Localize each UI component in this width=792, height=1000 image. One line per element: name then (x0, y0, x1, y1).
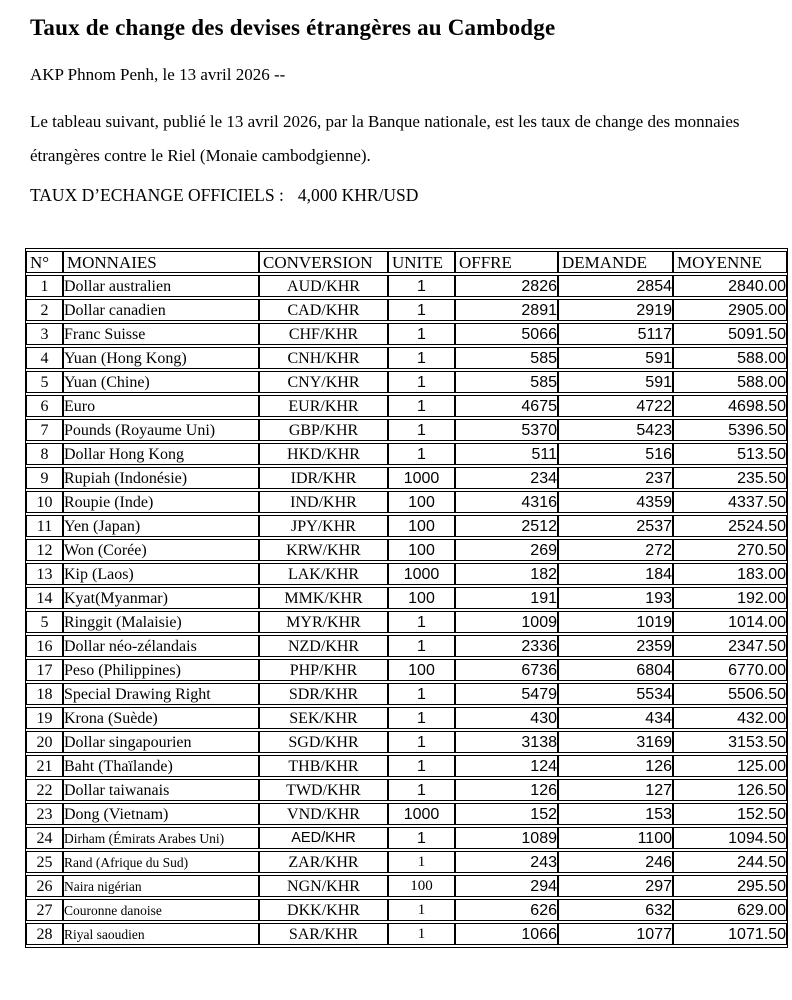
cell-moyenne: 5091.50 (673, 323, 787, 345)
cell-offre: 3138 (455, 731, 558, 753)
cell-demande: 3169 (558, 731, 673, 753)
cell-moyenne: 513.50 (673, 443, 787, 465)
cell-conversion: ZAR/KHR (259, 851, 388, 873)
cell-offre: 5370 (455, 419, 558, 441)
cell-monnaies: Yen (Japan) (63, 515, 259, 537)
cell-offre: 126 (455, 779, 558, 801)
cell-demande: 4722 (558, 395, 673, 417)
header-conversion: CONVERSION (259, 251, 388, 273)
cell-moyenne: 5396.50 (673, 419, 787, 441)
cell-monnaies: Special Drawing Right (63, 683, 259, 705)
cell-offre: 2336 (455, 635, 558, 657)
cell-unite: 1000 (388, 563, 455, 585)
table-row (26, 371, 787, 393)
cell-demande: 237 (558, 467, 673, 489)
cell-moyenne: 432.00 (673, 707, 787, 729)
cell-conversion: DKK/KHR (259, 899, 388, 921)
cell-demande: 193 (558, 587, 673, 609)
cell-conversion: EUR/KHR (259, 395, 388, 417)
cell-num: 24 (26, 827, 63, 849)
cell-num: 13 (26, 563, 63, 585)
cell-conversion: SEK/KHR (259, 707, 388, 729)
table-header-row (26, 251, 787, 273)
cell-moyenne: 2905.00 (673, 299, 787, 321)
cell-demande: 6804 (558, 659, 673, 681)
cell-offre: 4316 (455, 491, 558, 513)
cell-monnaies: Dirham (Émirats Arabes Uni) (63, 827, 259, 849)
cell-offre: 152 (455, 803, 558, 825)
cell-conversion: IDR/KHR (259, 467, 388, 489)
cell-unite: 1 (388, 683, 455, 705)
cell-offre: 626 (455, 899, 558, 921)
cell-demande: 126 (558, 755, 673, 777)
cell-monnaies: Dollar néo-zélandais (63, 635, 259, 657)
cell-conversion: CNH/KHR (259, 347, 388, 369)
table-row (26, 515, 787, 537)
table-row (26, 779, 787, 801)
cell-moyenne: 270.50 (673, 539, 787, 561)
cell-monnaies: Kyat(Myanmar) (63, 587, 259, 609)
cell-moyenne: 152.50 (673, 803, 787, 825)
cell-moyenne: 235.50 (673, 467, 787, 489)
table-row (26, 539, 787, 561)
cell-unite: 1 (388, 275, 455, 297)
cell-monnaies: Dollar Hong Kong (63, 443, 259, 465)
cell-monnaies: Dollar singapourien (63, 731, 259, 753)
cell-unite: 1 (388, 851, 455, 873)
cell-conversion: AED/KHR (259, 827, 388, 849)
table-row (26, 803, 787, 825)
cell-monnaies: Baht (Thaïlande) (63, 755, 259, 777)
cell-offre: 585 (455, 371, 558, 393)
table-row (26, 659, 787, 681)
cell-conversion: TWD/KHR (259, 779, 388, 801)
cell-conversion: SAR/KHR (259, 923, 388, 945)
cell-moyenne: 6770.00 (673, 659, 787, 681)
cell-moyenne: 4337.50 (673, 491, 787, 513)
table-row (26, 827, 787, 849)
header-offre: OFFRE (455, 251, 558, 273)
cell-unite: 1 (388, 371, 455, 393)
cell-offre: 234 (455, 467, 558, 489)
header-monnaies: MONNAIES (63, 251, 259, 273)
cell-offre: 2891 (455, 299, 558, 321)
cell-offre: 6736 (455, 659, 558, 681)
cell-moyenne: 588.00 (673, 371, 787, 393)
cell-conversion: IND/KHR (259, 491, 388, 513)
cell-demande: 5117 (558, 323, 673, 345)
cell-monnaies: Peso (Philippines) (63, 659, 259, 681)
cell-num: 16 (26, 635, 63, 657)
cell-unite: 100 (388, 491, 455, 513)
table-row (26, 347, 787, 369)
cell-monnaies: Naira nigérian (63, 875, 259, 897)
cell-conversion: VND/KHR (259, 803, 388, 825)
cell-unite: 1 (388, 419, 455, 441)
table-row (26, 611, 787, 633)
table-row (26, 467, 787, 489)
cell-demande: 4359 (558, 491, 673, 513)
cell-unite: 100 (388, 875, 455, 897)
cell-offre: 2512 (455, 515, 558, 537)
cell-monnaies: Kip (Laos) (63, 563, 259, 585)
cell-conversion: THB/KHR (259, 755, 388, 777)
cell-unite: 1 (388, 827, 455, 849)
cell-demande: 516 (558, 443, 673, 465)
cell-num: 2 (26, 299, 63, 321)
cell-conversion: MYR/KHR (259, 611, 388, 633)
cell-unite: 100 (388, 587, 455, 609)
cell-moyenne: 629.00 (673, 899, 787, 921)
table-row (26, 563, 787, 585)
cell-unite: 1 (388, 299, 455, 321)
cell-num: 19 (26, 707, 63, 729)
cell-num: 6 (26, 395, 63, 417)
cell-monnaies: Krona (Suède) (63, 707, 259, 729)
cell-moyenne: 1071.50 (673, 923, 787, 945)
cell-offre: 5479 (455, 683, 558, 705)
table-row (26, 419, 787, 441)
cell-demande: 127 (558, 779, 673, 801)
cell-offre: 4675 (455, 395, 558, 417)
table-row (26, 875, 787, 897)
cell-conversion: NGN/KHR (259, 875, 388, 897)
intro-paragraph: Le tableau suivant, publié le 13 avril 2026, par la Banque nationale, est les taux de change des monnaies étrangères contre le Riel (Monaie cambodgienne). (30, 112, 740, 165)
cell-demande: 246 (558, 851, 673, 873)
cell-num: 3 (26, 323, 63, 345)
cell-unite: 1 (388, 395, 455, 417)
official-rate-value: 4,000 KHR/USD (297, 185, 419, 205)
cell-conversion: AUD/KHR (259, 275, 388, 297)
cell-num: 27 (26, 899, 63, 921)
cell-unite: 1 (388, 323, 455, 345)
table-row (26, 851, 787, 873)
official-rate-line (30, 185, 766, 206)
cell-conversion: JPY/KHR (259, 515, 388, 537)
cell-unite: 1 (388, 707, 455, 729)
cell-moyenne: 2524.50 (673, 515, 787, 537)
cell-monnaies: Ringgit (Malaisie) (63, 611, 259, 633)
cell-moyenne: 3153.50 (673, 731, 787, 753)
cell-num: 20 (26, 731, 63, 753)
cell-demande: 2359 (558, 635, 673, 657)
dateline: AKP Phnom Penh, le 13 avril 2026 -- (30, 65, 286, 84)
cell-unite: 1000 (388, 467, 455, 489)
cell-offre: 269 (455, 539, 558, 561)
cell-unite: 1 (388, 755, 455, 777)
cell-conversion: SGD/KHR (259, 731, 388, 753)
cell-offre: 511 (455, 443, 558, 465)
cell-num: 1 (26, 275, 63, 297)
cell-demande: 153 (558, 803, 673, 825)
cell-demande: 184 (558, 563, 673, 585)
cell-monnaies: Rand (Afrique du Sud) (63, 851, 259, 873)
cell-num: 11 (26, 515, 63, 537)
cell-offre: 294 (455, 875, 558, 897)
cell-offre: 191 (455, 587, 558, 609)
cell-unite: 100 (388, 659, 455, 681)
cell-moyenne: 126.50 (673, 779, 787, 801)
cell-moyenne: 125.00 (673, 755, 787, 777)
cell-num: 4 (26, 347, 63, 369)
header-moyenne: MOYENNE (673, 251, 787, 273)
cell-monnaies: Pounds (Royaume Uni) (63, 419, 259, 441)
cell-offre: 1066 (455, 923, 558, 945)
table-row (26, 683, 787, 705)
cell-moyenne: 1094.50 (673, 827, 787, 849)
page-title: Taux de change des devises étrangères au Cambodge (30, 15, 556, 40)
cell-monnaies: Franc Suisse (63, 323, 259, 345)
cell-num: 5 (26, 371, 63, 393)
cell-demande: 1077 (558, 923, 673, 945)
cell-offre: 430 (455, 707, 558, 729)
table-row (26, 323, 787, 345)
cell-num: 25 (26, 851, 63, 873)
cell-num: 9 (26, 467, 63, 489)
cell-demande: 297 (558, 875, 673, 897)
cell-moyenne: 192.00 (673, 587, 787, 609)
table-body (26, 275, 787, 945)
header-num: N° (26, 251, 63, 273)
cell-conversion: KRW/KHR (259, 539, 388, 561)
cell-num: 18 (26, 683, 63, 705)
cell-monnaies: Dollar australien (63, 275, 259, 297)
table-row (26, 707, 787, 729)
cell-demande: 591 (558, 347, 673, 369)
table-row (26, 491, 787, 513)
cell-offre: 1089 (455, 827, 558, 849)
official-rate-label: TAUX D’ECHANGE OFFICIELS : (30, 185, 284, 205)
cell-unite: 100 (388, 515, 455, 537)
cell-monnaies: Yuan (Chine) (63, 371, 259, 393)
cell-demande: 1019 (558, 611, 673, 633)
cell-monnaies: Riyal saoudien (63, 923, 259, 945)
cell-num: 14 (26, 587, 63, 609)
cell-monnaies: Yuan (Hong Kong) (63, 347, 259, 369)
cell-demande: 5423 (558, 419, 673, 441)
cell-monnaies: Dong (Vietnam) (63, 803, 259, 825)
cell-moyenne: 183.00 (673, 563, 787, 585)
cell-moyenne: 1014.00 (673, 611, 787, 633)
cell-moyenne: 2347.50 (673, 635, 787, 657)
cell-demande: 5534 (558, 683, 673, 705)
cell-num: 5 (26, 611, 63, 633)
cell-moyenne: 244.50 (673, 851, 787, 873)
table-row (26, 395, 787, 417)
cell-demande: 272 (558, 539, 673, 561)
cell-moyenne: 5506.50 (673, 683, 787, 705)
cell-offre: 2826 (455, 275, 558, 297)
table-row (26, 587, 787, 609)
cell-num: 22 (26, 779, 63, 801)
header-unite: UNITE (388, 251, 455, 273)
cell-num: 28 (26, 923, 63, 945)
cell-offre: 182 (455, 563, 558, 585)
cell-conversion: CAD/KHR (259, 299, 388, 321)
cell-unite: 1 (388, 347, 455, 369)
table-row (26, 635, 787, 657)
cell-conversion: HKD/KHR (259, 443, 388, 465)
exchange-rate-table (25, 248, 788, 948)
cell-offre: 1009 (455, 611, 558, 633)
cell-demande: 632 (558, 899, 673, 921)
cell-demande: 1100 (558, 827, 673, 849)
cell-unite: 1 (388, 635, 455, 657)
cell-moyenne: 295.50 (673, 875, 787, 897)
cell-unite: 1 (388, 923, 455, 945)
cell-conversion: PHP/KHR (259, 659, 388, 681)
cell-conversion: MMK/KHR (259, 587, 388, 609)
cell-unite: 1 (388, 731, 455, 753)
cell-offre: 124 (455, 755, 558, 777)
table-row (26, 731, 787, 753)
cell-unite: 1 (388, 611, 455, 633)
cell-monnaies: Euro (63, 395, 259, 417)
table-row (26, 899, 787, 921)
table-row (26, 923, 787, 945)
cell-conversion: CNY/KHR (259, 371, 388, 393)
table-row (26, 443, 787, 465)
table-head (26, 251, 787, 273)
cell-num: 10 (26, 491, 63, 513)
cell-conversion: LAK/KHR (259, 563, 388, 585)
cell-unite: 1 (388, 443, 455, 465)
cell-num: 23 (26, 803, 63, 825)
cell-moyenne: 2840.00 (673, 275, 787, 297)
cell-offre: 5066 (455, 323, 558, 345)
cell-demande: 2854 (558, 275, 673, 297)
cell-monnaies: Roupie (Inde) (63, 491, 259, 513)
table-row (26, 275, 787, 297)
cell-conversion: SDR/KHR (259, 683, 388, 705)
cell-unite: 100 (388, 539, 455, 561)
cell-offre: 243 (455, 851, 558, 873)
cell-moyenne: 588.00 (673, 347, 787, 369)
cell-moyenne: 4698.50 (673, 395, 787, 417)
cell-monnaies: Dollar taiwanais (63, 779, 259, 801)
table-row (26, 755, 787, 777)
cell-unite: 1000 (388, 803, 455, 825)
cell-num: 17 (26, 659, 63, 681)
header-demande: DEMANDE (558, 251, 673, 273)
cell-monnaies: Rupiah (Indonésie) (63, 467, 259, 489)
cell-demande: 2919 (558, 299, 673, 321)
cell-monnaies: Dollar canadien (63, 299, 259, 321)
cell-monnaies: Won (Corée) (63, 539, 259, 561)
cell-num: 8 (26, 443, 63, 465)
table-row (26, 299, 787, 321)
cell-demande: 591 (558, 371, 673, 393)
cell-num: 21 (26, 755, 63, 777)
cell-unite: 1 (388, 899, 455, 921)
cell-demande: 2537 (558, 515, 673, 537)
cell-num: 7 (26, 419, 63, 441)
cell-conversion: NZD/KHR (259, 635, 388, 657)
cell-unite: 1 (388, 779, 455, 801)
cell-demande: 434 (558, 707, 673, 729)
cell-conversion: GBP/KHR (259, 419, 388, 441)
cell-num: 26 (26, 875, 63, 897)
cell-conversion: CHF/KHR (259, 323, 388, 345)
cell-monnaies: Couronne danoise (63, 899, 259, 921)
cell-num: 12 (26, 539, 63, 561)
cell-offre: 585 (455, 347, 558, 369)
